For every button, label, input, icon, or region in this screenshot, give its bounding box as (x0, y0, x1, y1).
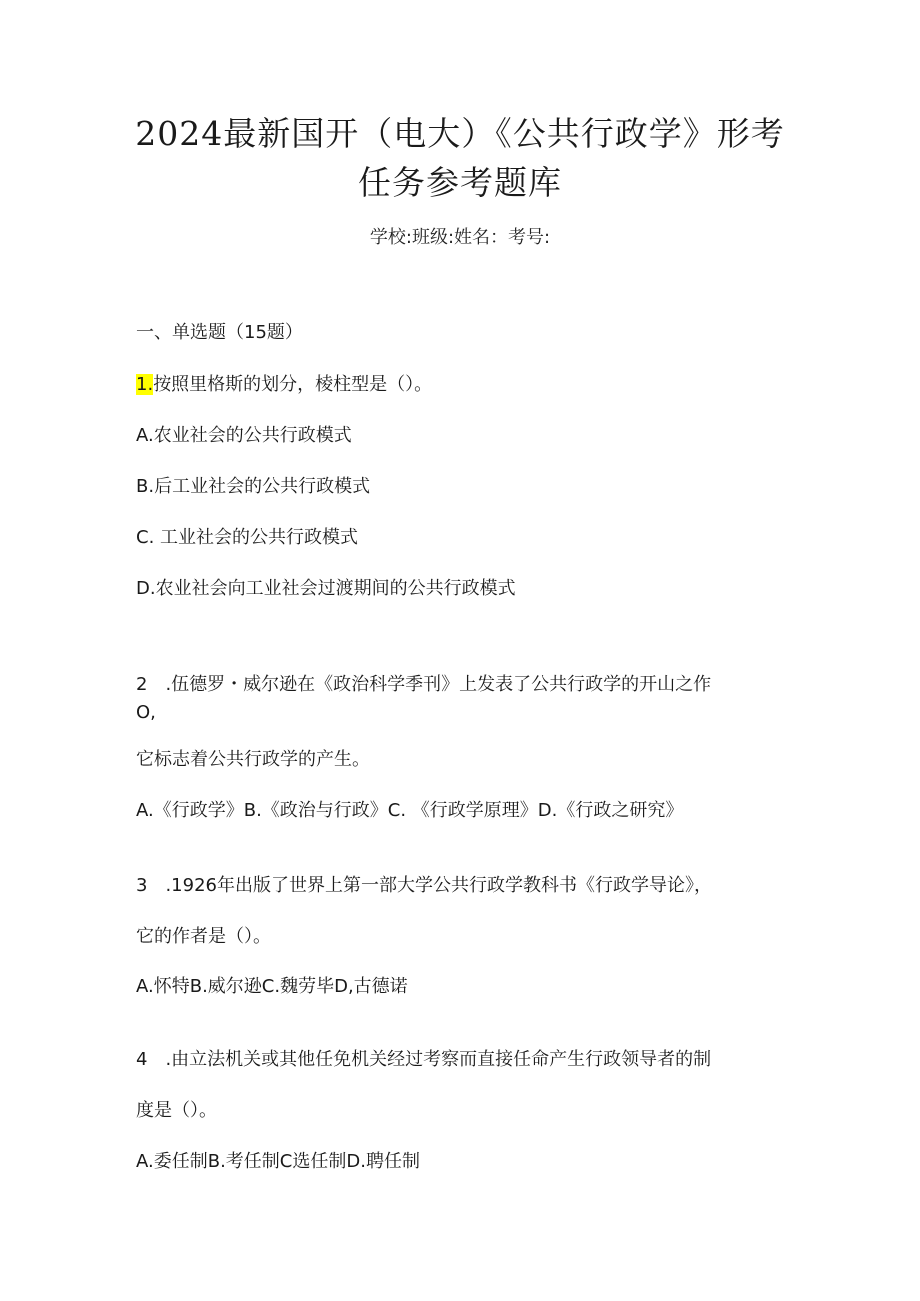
question-3-stem-line-2: 它的作者是（）。 (136, 926, 271, 947)
student-info-line: 学校:班级:姓名：考号: (369, 227, 551, 248)
question-2-stem-line-3: 它标志着公共行政学的产生。 (136, 749, 370, 770)
question-4-stem-line-2: 度是（）。 (136, 1100, 217, 1121)
question-3-options: A.怀特B.威尔逊C.魏劳毕D,古德诺 (136, 976, 408, 997)
section-heading: 一、单选题（15题） (136, 322, 303, 343)
question-2-stem-line-2: O, (136, 702, 156, 723)
question-1-option-c: C. 工业社会的公共行政模式 (136, 527, 359, 548)
question-4-stem-line-1: 4 .由立法机关或其他任免机关经过考察而直接任命产生行政领导者的制 (136, 1049, 712, 1070)
document-title-line-1: 2024最新国开（电大）《公共行政学》形考 (135, 114, 785, 153)
question-1-option-b: B.后工业社会的公共行政模式 (136, 476, 371, 497)
question-4-options: A.委任制B.考任制C选任制D.聘任制 (136, 1151, 420, 1172)
question-2-options: A.《行政学》B.《政治与行政》C. 《行政学原理》D.《行政之研究》 (136, 800, 684, 821)
document-title-line-2: 任务参考题库 (358, 163, 562, 202)
question-3-stem-line-1: 3 .1926年出版了世界上第一部大学公共行政学教科书《行政学导论》， (136, 875, 712, 896)
question-1-number-highlight: 1. (136, 374, 154, 395)
question-1-text: 按照里格斯的划分，棱柱型是（）。 (153, 374, 433, 395)
question-1-option-d: D.农业社会向工业社会过渡期间的公共行政模式 (136, 578, 516, 599)
question-2-stem-line-1: 2 .伍德罗・威尔逊在《政治科学季刊》上发表了公共行政学的开山之作 (136, 674, 712, 695)
question-1-stem (136, 373, 432, 397)
question-1-option-a: A.农业社会的公共行政模式 (136, 425, 352, 446)
